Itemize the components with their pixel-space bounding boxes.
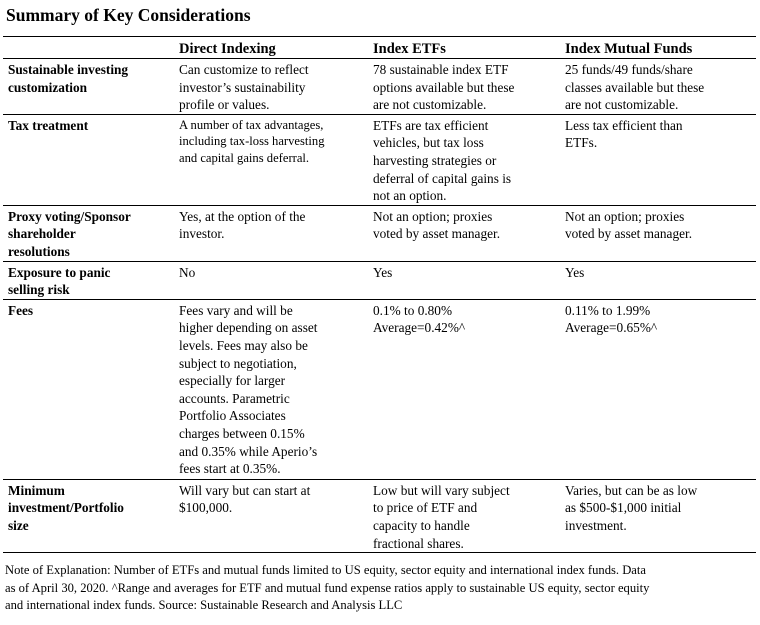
row-label xyxy=(3,205,174,261)
cell-text-line: voted by asset manager. xyxy=(565,226,693,242)
cell-text-line: fees start at 0.35%. xyxy=(179,461,281,477)
cell-text-line: Less tax efficient than xyxy=(565,117,683,133)
cell-text-line: Minimum xyxy=(8,482,65,498)
cell-text-line: Tax treatment xyxy=(8,117,89,133)
table-row xyxy=(3,205,756,261)
cell-index-mutual-funds xyxy=(560,299,756,479)
table-row xyxy=(3,479,756,552)
column-header-index-etfs: Index ETFs xyxy=(368,37,560,59)
cell-text-line: investor’s sustainability xyxy=(179,79,306,95)
cell-text-line: accounts. Parametric xyxy=(179,390,290,406)
cell-text-line: and 0.35% while Aperio’s xyxy=(179,443,318,459)
document-title: Summary of Key Considerations xyxy=(6,5,251,25)
cell-text-line: Can customize to reflect xyxy=(179,62,309,77)
cell-text-line: investor. xyxy=(179,226,225,242)
note-line: Note of Explanation: Number of ETFs and mutual funds limited to US equity, sector equity and international index funds. Data xyxy=(5,563,646,577)
row-label xyxy=(3,299,174,479)
cell-text-line: fractional shares. xyxy=(373,535,464,551)
cell-direct-indexing xyxy=(174,114,368,205)
cell-text-line: subject to negotiation, xyxy=(179,355,297,371)
cell-text-line: Average=0.65%^ xyxy=(565,320,658,336)
cell-direct-indexing xyxy=(174,205,368,261)
cell-text-line: shareholder xyxy=(8,226,76,242)
cell-text-line: 78 sustainable index ETF xyxy=(373,62,509,77)
cell-text-line: capacity to handle xyxy=(373,517,470,533)
note-line: and international index funds. Source: Sustainable Research and Analysis LLC xyxy=(5,598,403,613)
cell-text-line: including tax-loss harvesting xyxy=(179,134,325,149)
cell-text-line: vehicles, but tax loss xyxy=(373,135,484,151)
cell-index-etfs xyxy=(368,205,560,261)
cell-text-line: higher depending on asset xyxy=(179,320,318,336)
cell-index-mutual-funds xyxy=(560,59,756,115)
cell-text-line: ETFs. xyxy=(565,135,598,151)
cell-text-line: Fees xyxy=(8,302,34,318)
cell-text-line: Not an option; proxies xyxy=(565,208,685,224)
row-label xyxy=(3,59,174,115)
cell-text-line: A number of tax advantages, xyxy=(179,117,324,132)
cell-text-line: levels. Fees may also be xyxy=(179,337,308,353)
cell-text-line: Low but will vary subject xyxy=(373,482,510,498)
cell-text-line: voted by asset manager. xyxy=(373,226,501,242)
cell-text-line: Yes, at the option of the xyxy=(179,208,306,224)
row-label xyxy=(3,114,174,205)
column-header-blank xyxy=(3,37,174,59)
cell-text-line: especially for larger xyxy=(179,373,286,389)
cell-index-mutual-funds xyxy=(560,261,756,299)
cell-text-line: customization xyxy=(8,79,88,95)
cell-text-line: Sustainable investing xyxy=(8,62,129,77)
table-row xyxy=(3,59,756,115)
summary-table xyxy=(3,36,756,553)
cell-text-line: investment/Portfolio xyxy=(8,500,124,516)
cell-text-line: 25 funds/49 funds/share xyxy=(565,62,693,77)
cell-text-line: deferral of capital gains is xyxy=(373,170,512,186)
cell-text-line: are not customizable. xyxy=(373,97,487,113)
table-header-row xyxy=(3,37,756,59)
cell-index-etfs xyxy=(368,261,560,299)
cell-text-line: as $500-$1,000 initial xyxy=(565,500,682,516)
table-body xyxy=(3,59,756,553)
cell-index-etfs xyxy=(368,299,560,479)
cell-index-mutual-funds xyxy=(560,479,756,552)
row-label xyxy=(3,261,174,299)
cell-text-line: harvesting strategies or xyxy=(373,152,497,168)
column-header-index-mutual-funds: Index Mutual Funds xyxy=(560,37,756,59)
cell-index-mutual-funds xyxy=(560,205,756,261)
cell-text-line: 0.1% to 0.80% xyxy=(373,302,453,318)
table-row xyxy=(3,261,756,299)
cell-text-line: and capital gains deferral. xyxy=(179,150,310,165)
cell-text-line: Exposure to panic xyxy=(8,264,111,280)
note-line: as of April 30, 2020. ^Range and averages for ETF and mutual fund expense ratios apply to sustainable US equity, sector equity xyxy=(5,580,650,595)
row-label xyxy=(3,479,174,552)
cell-text-line: not an option. xyxy=(373,188,447,204)
cell-text-line: investment. xyxy=(565,517,627,533)
table-row xyxy=(3,114,756,205)
cell-text-line: Varies, but can be as low xyxy=(565,482,698,498)
cell-index-etfs xyxy=(368,114,560,205)
cell-text-line: are not customizable. xyxy=(565,97,679,113)
cell-text-line: to price of ETF and xyxy=(373,500,478,516)
cell-text-line: options available but these xyxy=(373,79,515,95)
cell-text-line: Yes xyxy=(565,264,585,280)
note-of-explanation xyxy=(5,562,755,615)
cell-index-etfs xyxy=(368,59,560,115)
cell-text-line: charges between 0.15% xyxy=(179,425,305,441)
cell-text-line: Average=0.42%^ xyxy=(373,320,466,336)
cell-text-line: No xyxy=(179,264,196,280)
cell-text-line: Fees vary and will be xyxy=(179,302,293,318)
column-header-direct-indexing: Direct Indexing xyxy=(174,37,368,59)
cell-text-line: resolutions xyxy=(8,243,70,259)
cell-text-line: selling risk xyxy=(8,282,70,298)
cell-text-line: profile or values. xyxy=(179,97,270,113)
cell-direct-indexing xyxy=(174,479,368,552)
cell-text-line: Will vary but can start at xyxy=(179,482,311,498)
cell-text-line: Not an option; proxies xyxy=(373,208,493,224)
cell-text-line: Portfolio Associates xyxy=(179,408,286,424)
table-row xyxy=(3,299,756,479)
cell-direct-indexing xyxy=(174,299,368,479)
cell-text-line: size xyxy=(8,517,29,533)
cell-text-line: Yes xyxy=(373,264,393,280)
cell-index-etfs xyxy=(368,479,560,552)
cell-direct-indexing xyxy=(174,59,368,115)
cell-text-line: $100,000. xyxy=(179,500,233,516)
cell-text-line: ETFs are tax efficient xyxy=(373,117,489,133)
cell-index-mutual-funds xyxy=(560,114,756,205)
cell-text-line: 0.11% to 1.99% xyxy=(565,302,651,318)
cell-text-line: Proxy voting/Sponsor xyxy=(8,208,131,224)
cell-direct-indexing xyxy=(174,261,368,299)
cell-text-line: classes available but these xyxy=(565,79,705,95)
